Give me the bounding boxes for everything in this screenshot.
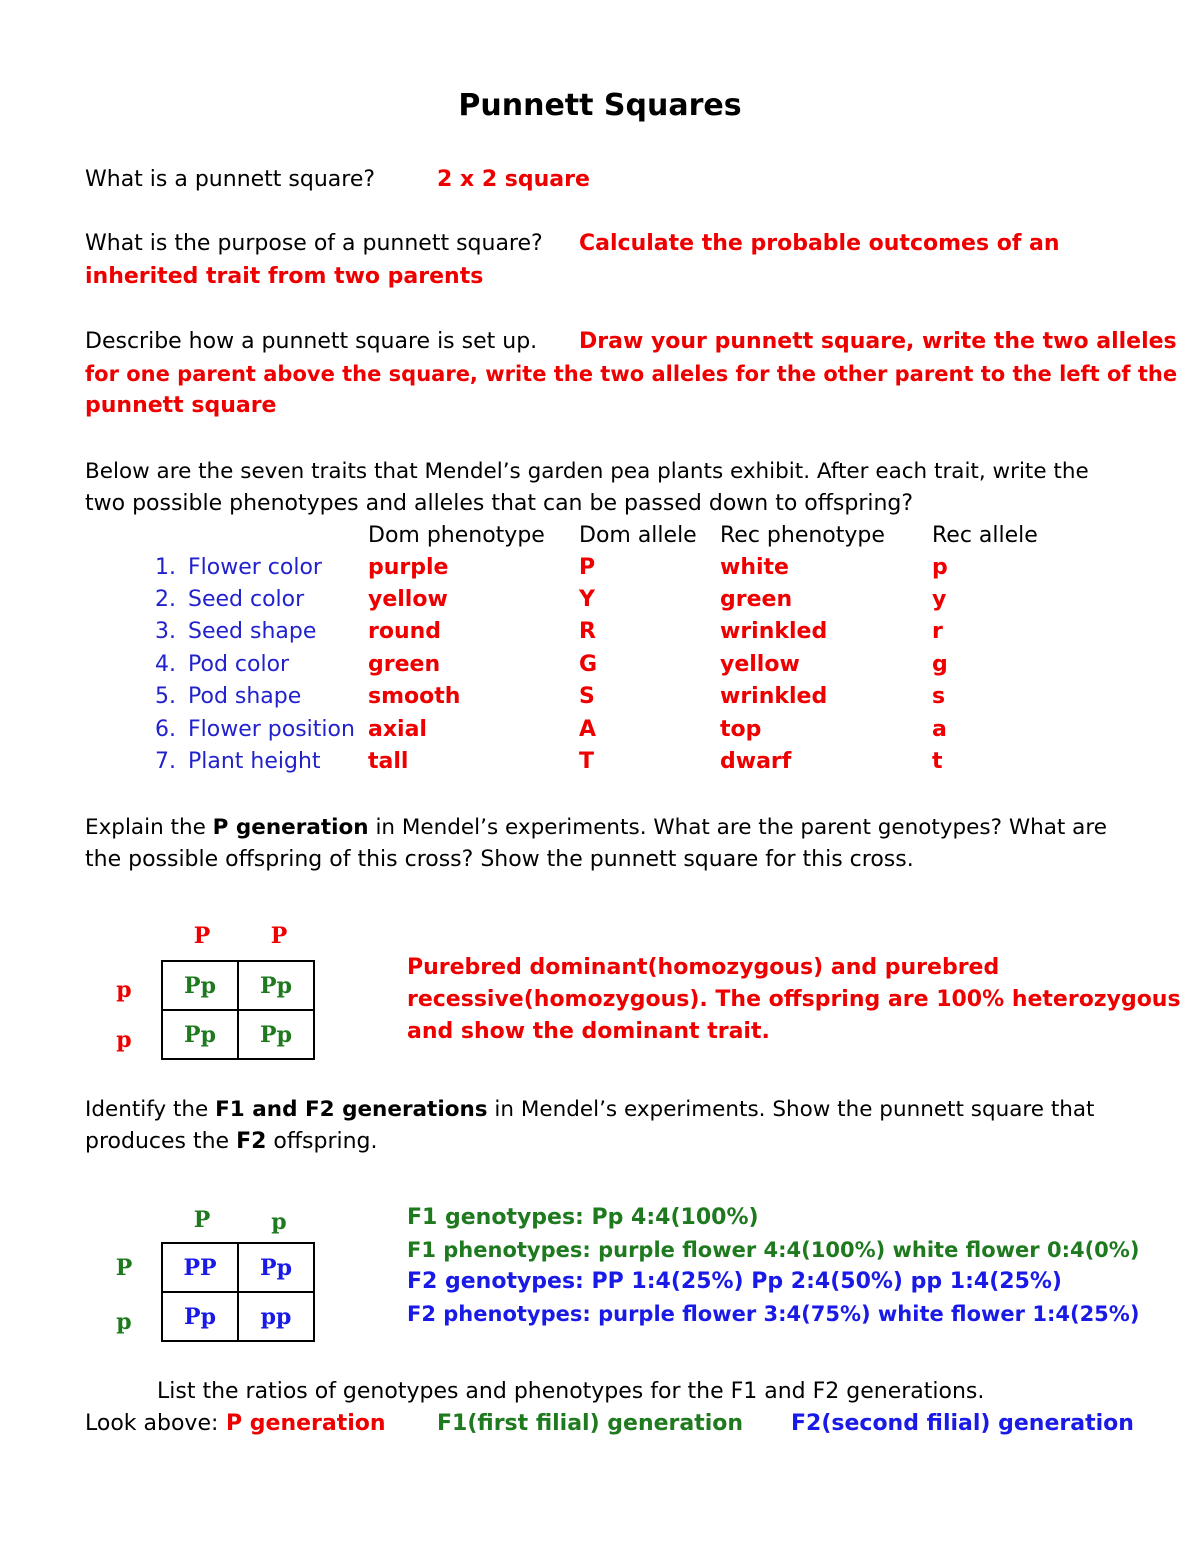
page-title: Punnett Squares <box>458 88 742 123</box>
punnett-cell: Pp <box>238 1010 314 1059</box>
p-generation-label: P generation <box>226 1411 386 1436</box>
p-answer-line2: recessive(homozygous). The offspring are 100% heterozygous <box>407 987 1181 1012</box>
answer-purpose-line2: inherited trait from two parents <box>85 264 484 289</box>
f-line1-post: in Mendel’s experiments. Show the punnett square that <box>487 1097 1095 1122</box>
trait-num: 4. <box>155 652 176 677</box>
p-answer-line3: and show the dominant trait. <box>407 1019 770 1044</box>
trait-rec-phenotype: yellow <box>720 652 800 677</box>
trait-num: 5. <box>155 684 176 709</box>
trait-dom-phenotype: smooth <box>368 684 461 709</box>
trait-rec-allele: t <box>932 749 943 774</box>
trait-dom-phenotype: tall <box>368 749 409 774</box>
ratios-line1: List the ratios of genotypes and phenotypes for the F1 and F2 generations. <box>157 1379 985 1404</box>
punnett-cell: Pp <box>238 961 314 1010</box>
trait-rec-phenotype: green <box>720 587 793 612</box>
trait-dom-allele: R <box>579 619 596 644</box>
punnett-cell: Pp <box>162 1010 238 1059</box>
f-left-allele: p <box>116 1309 132 1335</box>
f-line1-bold: F1 and F2 generations <box>215 1097 488 1122</box>
trait-rec-allele: y <box>932 587 947 612</box>
trait-name: Pod color <box>188 652 290 677</box>
trait-name: Pod shape <box>188 684 302 709</box>
trait-name: Flower position <box>188 717 355 742</box>
traits-intro-line2: two possible phenotypes and alleles that can be passed down to offspring? <box>85 491 914 516</box>
trait-name: Seed color <box>188 587 305 612</box>
trait-rec-allele: g <box>932 652 948 677</box>
trait-num: 6. <box>155 717 176 742</box>
trait-rec-phenotype: white <box>720 555 789 580</box>
trait-rec-phenotype: wrinkled <box>720 619 828 644</box>
trait-rec-phenotype: top <box>720 717 762 742</box>
f1-genotypes: F1 genotypes: Pp 4:4(100%) <box>407 1205 759 1230</box>
trait-name: Flower color <box>188 555 322 580</box>
p-left-allele: p <box>116 1027 132 1053</box>
trait-num: 1. <box>155 555 176 580</box>
header-rec-allele: Rec allele <box>932 523 1038 548</box>
answer-purpose-line1: Calculate the probable outcomes of an <box>579 231 1060 256</box>
trait-dom-allele: T <box>579 749 595 774</box>
punnett-cell: Pp <box>238 1243 314 1292</box>
p-top-allele: P <box>193 923 211 949</box>
f-line1-pre: Identify the <box>85 1097 216 1122</box>
answer-setup-line3: punnett square <box>85 393 277 418</box>
f-top-allele: p <box>271 1209 287 1235</box>
f1-phenotypes: F1 phenotypes: purple flower 4:4(100%) white flower 0:4(0%) <box>407 1238 1140 1262</box>
trait-rec-allele: a <box>932 717 947 742</box>
question-what-is: What is a punnett square? <box>85 167 376 192</box>
trait-dom-allele: G <box>579 652 598 677</box>
trait-num: 3. <box>155 619 176 644</box>
p-line1-pre: Explain the <box>85 815 213 840</box>
f2-generation-label: F2(second filial) generation <box>791 1411 1134 1436</box>
question-purpose: What is the purpose of a punnett square? <box>85 231 543 256</box>
look-above-label: Look above: <box>85 1411 219 1436</box>
trait-dom-phenotype: yellow <box>368 587 448 612</box>
trait-name: Plant height <box>188 749 321 774</box>
trait-rec-allele: r <box>932 619 943 644</box>
trait-name: Seed shape <box>188 619 317 644</box>
f2-phenotypes: F2 phenotypes: purple flower 3:4(75%) white flower 1:4(25%) <box>407 1302 1140 1326</box>
trait-dom-allele: P <box>579 555 596 580</box>
trait-dom-phenotype: axial <box>368 717 427 742</box>
trait-dom-allele: A <box>579 717 597 742</box>
f-line2-post: offspring. <box>266 1129 378 1154</box>
f2-punnett-grid <box>161 1242 315 1342</box>
trait-dom-phenotype: round <box>368 619 442 644</box>
answer-setup-line1: Draw your punnett square, write the two alleles <box>579 329 1177 354</box>
question-setup: Describe how a punnett square is set up. <box>85 329 538 354</box>
trait-rec-phenotype: dwarf <box>720 749 792 774</box>
answer-setup-line2: for one parent above the square, write the two alleles for the other parent to the left of the <box>85 362 1178 386</box>
answer-what-is: 2 x 2 square <box>437 167 590 192</box>
punnett-cell: Pp <box>162 961 238 1010</box>
p-punnett-grid <box>161 960 315 1060</box>
trait-rec-phenotype: wrinkled <box>720 684 828 709</box>
trait-rec-allele: p <box>932 555 948 580</box>
f1-generation-label: F1(first filial) generation <box>437 1411 744 1436</box>
p-answer-line1: Purebred dominant(homozygous) and purebred <box>407 955 1000 980</box>
p-left-allele: p <box>116 977 132 1003</box>
punnett-cell: pp <box>238 1292 314 1341</box>
p-section-line1 <box>85 812 1107 844</box>
header-rec-phenotype: Rec phenotype <box>720 523 885 548</box>
f-line2-bold: F2 <box>236 1129 267 1154</box>
f2-genotypes: F2 genotypes: PP 1:4(25%) Pp 2:4(50%) pp 1:4(25%) <box>407 1269 1062 1294</box>
trait-dom-allele: S <box>579 684 595 709</box>
trait-num: 2. <box>155 587 176 612</box>
p-line1-post: in Mendel’s experiments. What are the parent genotypes? What are <box>368 815 1107 840</box>
header-dom-allele: Dom allele <box>579 523 697 548</box>
punnett-cell: PP <box>162 1243 238 1292</box>
f-line2-pre: produces the <box>85 1129 237 1154</box>
p-top-allele: P <box>270 923 288 949</box>
p-section-line2: the possible offspring of this cross? Show the punnett square for this cross. <box>85 847 914 872</box>
punnett-cell: Pp <box>162 1292 238 1341</box>
trait-rec-allele: s <box>932 684 946 709</box>
f-left-allele: P <box>115 1255 133 1281</box>
f-section-line1 <box>85 1094 1094 1126</box>
f-section-line2 <box>85 1126 378 1158</box>
header-dom-phenotype: Dom phenotype <box>368 523 545 548</box>
trait-num: 7. <box>155 749 176 774</box>
trait-dom-phenotype: green <box>368 652 441 677</box>
trait-dom-phenotype: purple <box>368 555 449 580</box>
f-top-allele: P <box>193 1207 211 1233</box>
p-line1-bold: P generation <box>212 815 369 840</box>
traits-intro-line1: Below are the seven traits that Mendel’s garden pea plants exhibit. After each trait, write the <box>85 459 1089 484</box>
trait-dom-allele: Y <box>579 587 595 612</box>
